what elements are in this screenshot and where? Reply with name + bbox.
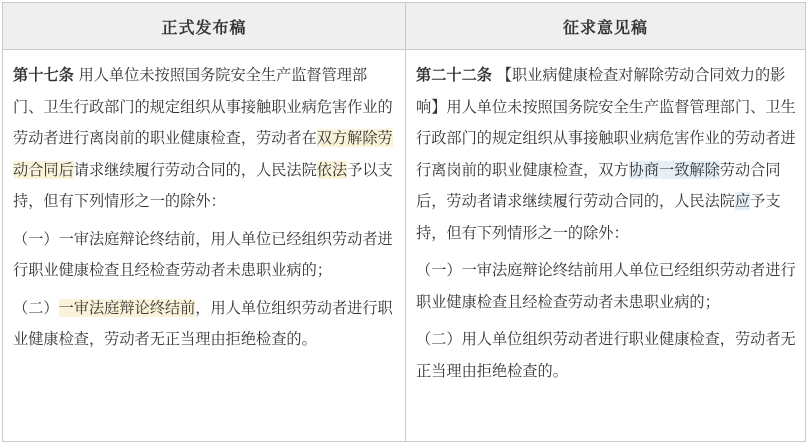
header-official-release: 正式发布稿: [3, 3, 406, 50]
official-item-2: [13, 293, 396, 356]
official-text-segment: 用人单位未按照国务院安全生产监督管理部门、卫生行政部门的规定组织从事接触职业病危害作业的劳动者进行离岗前的职业健康检查，劳动者在: [13, 66, 393, 147]
header-draft-for-comment: 征求意见稿: [406, 3, 805, 50]
draft-article-number: 第二十二条: [416, 66, 492, 84]
draft-paragraph-1: [416, 60, 796, 249]
official-paragraph-1: [13, 60, 396, 218]
draft-text-segment: 予支持，但有下列情形之一的除外：: [416, 192, 781, 242]
comparison-table: [2, 2, 806, 442]
official-text-segment: 予以支持，但有下列情形之一的除外：: [13, 160, 393, 210]
draft-text-segment: 劳动合同后，劳动者请求继续履行劳动合同的，人民法院: [416, 160, 781, 210]
draft-highlight-negotiated-termination: 协商一致解除: [628, 160, 720, 179]
official-release-cell: [3, 50, 406, 441]
official-highlight-according-to-law: 依法: [316, 160, 348, 179]
draft-for-comment-cell: [406, 50, 805, 441]
draft-item-1: （一）一审法庭辩论终结前用人单位已经组织劳动者进行职业健康检查且经检查劳动者未患职业病的；: [416, 261, 796, 311]
official-highlight-before-debate-end: 一审法庭辩论终结前: [58, 298, 196, 317]
official-text-segment: 请求继续履行劳动合同的，人民法院: [73, 160, 317, 179]
draft-item-2: （二）用人单位组织劳动者进行职业健康检查，劳动者无正当理由拒绝检查的。: [416, 330, 796, 380]
official-item-2-prefix: （二）: [13, 298, 59, 317]
draft-text-segment: 【职业病健康检查对解除劳动合同效力的影响】用人单位未按照国务院安全生产监督管理部门、卫生行政部门的规定组织从事接触职业病危害作业的劳动者进行离岗前的职业健康检查，双方: [416, 66, 796, 179]
official-item-1: （一）一审法庭辩论终结前，用人单位已经组织劳动者进行职业健康检查且经检查劳动者未患职业病的；: [13, 229, 393, 279]
official-item-2-text: ，用人单位组织劳动者进行职业健康检查，劳动者无正当理由拒绝检查的。: [13, 298, 393, 348]
official-highlight-mutual-termination: 双方解除劳动合同后: [13, 129, 393, 179]
official-article-number: 第十七条: [13, 66, 74, 84]
draft-highlight-should: 应: [734, 192, 751, 210]
